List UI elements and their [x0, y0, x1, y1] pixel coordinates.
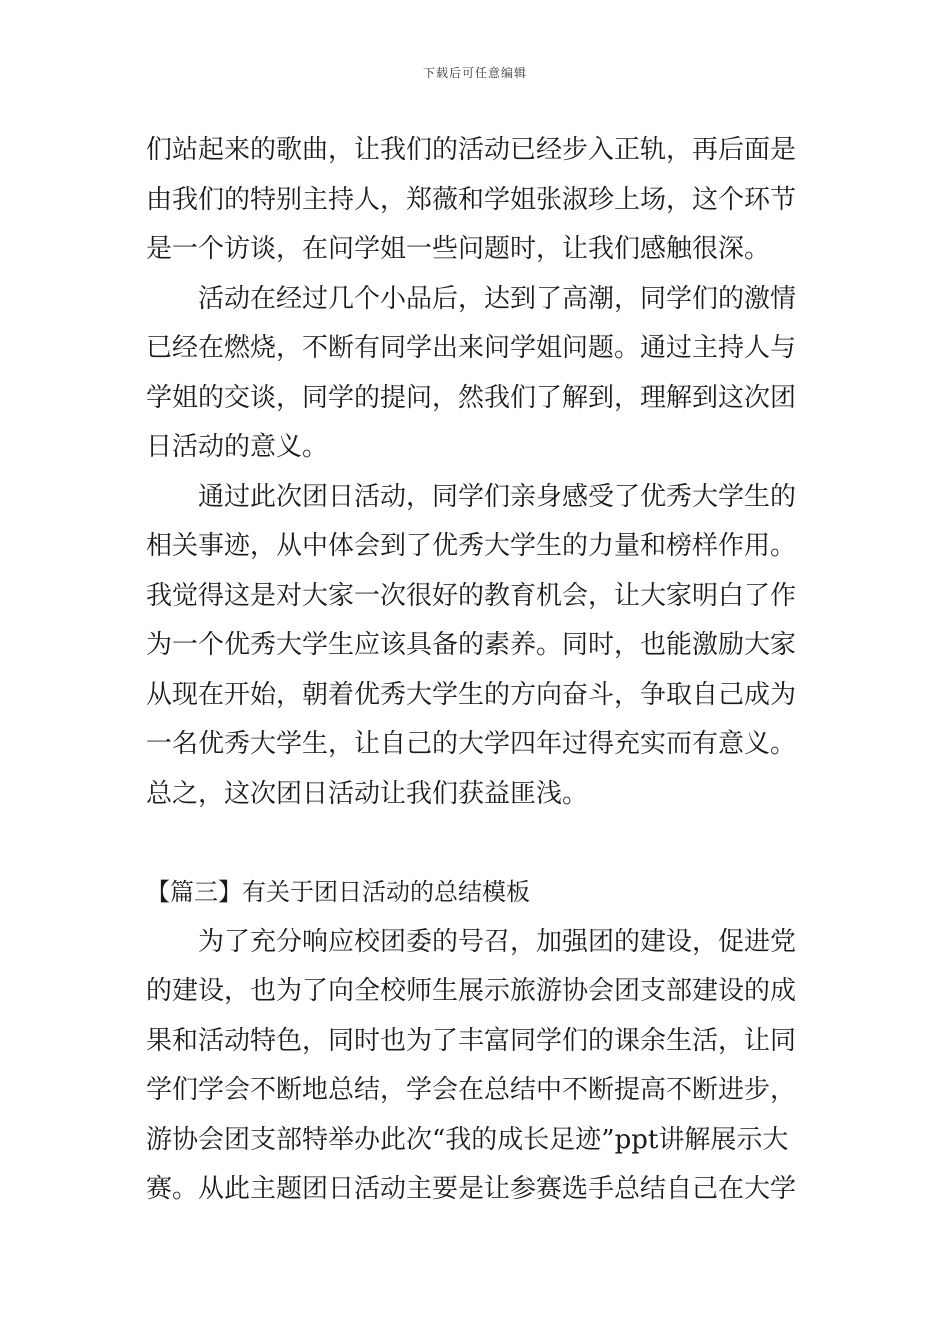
text-line: 已经在燃烧，不断有同学出来问学姐问题。通过主持人与	[146, 333, 797, 363]
text-line: 日活动的意义。	[146, 432, 329, 462]
text-line: 总之，这次团日活动让我们获益匪浅。	[146, 778, 589, 809]
heading-text: 【篇三】有关于团日活动的总结模板	[146, 878, 530, 906]
text-line: 为一个优秀大学生应该具备的素养。同时，也能激励大家	[146, 630, 797, 660]
text-line: 从现在开始，朝着优秀大学生的方向奋斗，争取自己成为	[146, 679, 797, 710]
text-line: 果和活动特色，同时也为了丰富同学们的课余生活，让同	[146, 1025, 797, 1056]
text-line: 游协会团支部特举办此次“我的成长足迹”ppt讲解展示大	[146, 1124, 789, 1155]
text-line: 赛。从此主题团日活动主要是让参赛选手总结自己在大学	[146, 1174, 797, 1204]
page-header: 下载后可任意编辑	[422, 66, 527, 80]
text-line: 为了充分响应校团委的号召，加强团的建设，促进党	[198, 926, 797, 957]
document-body	[146, 126, 810, 1215]
paragraph	[146, 473, 810, 820]
paragraph	[146, 918, 810, 1215]
text-line: 们站起来的歌曲，让我们的活动已经步入正轨，再后面是	[146, 135, 797, 165]
text-line: 通过此次团日活动，同学们亲身感受了优秀大学生的	[198, 481, 797, 512]
text-line: 由我们的特别主持人，郑薇和学姐张淑珍上场，这个环节	[146, 184, 797, 215]
paragraph	[146, 275, 810, 473]
text-line: 一名优秀大学生，让自己的大学四年过得充实而有意义。	[146, 729, 797, 759]
section-heading	[146, 868, 810, 918]
paragraph	[146, 126, 810, 275]
text-line: 我觉得这是对大家一次很好的教育机会，让大家明白了作	[146, 580, 797, 611]
text-line: 活动在经过几个小品后，达到了高潮，同学们的激情	[198, 283, 797, 314]
section-gap	[146, 819, 810, 868]
text-line: 学姐的交谈，同学的提问，然我们了解到，理解到这次团	[146, 382, 797, 413]
text-line: 的建设，也为了向全校师生展示旅游协会团支部建设的成	[146, 976, 797, 1006]
text-line: 是一个访谈，在问学姐一些问题时，让我们感触很深。	[146, 234, 771, 264]
text-line: 学们学会不断地总结，学会在总结中不断提高不断进步，	[146, 1075, 797, 1105]
text-line: 相关事迹，从中体会到了优秀大学生的力量和榜样作用。	[146, 531, 797, 561]
